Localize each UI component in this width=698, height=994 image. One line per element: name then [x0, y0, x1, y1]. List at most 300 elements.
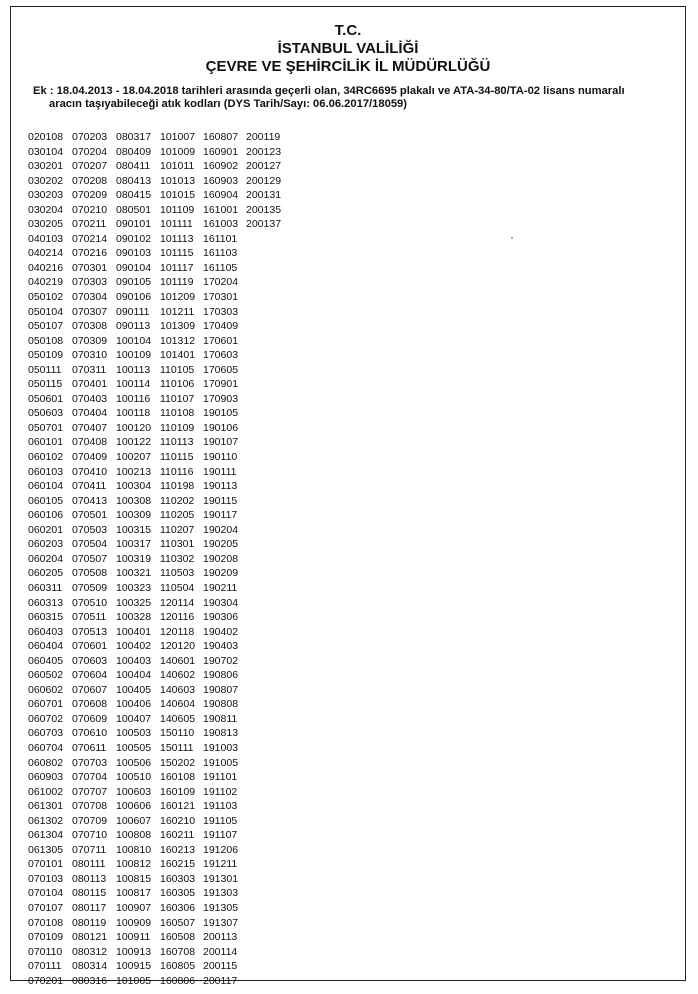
waste-code: 070504 [72, 538, 108, 551]
waste-code: 100308 [116, 494, 152, 507]
waste-code: 080113 [72, 872, 107, 885]
waste-code: 110202 [160, 494, 195, 507]
waste-code: 050104 [28, 305, 64, 318]
waste-code: 191005 [203, 756, 239, 769]
waste-code: 100603 [116, 785, 152, 798]
document-header [11, 7, 685, 76]
waste-code: 200119 [246, 131, 281, 143]
waste-code: 100315 [116, 523, 152, 536]
waste-code: 060802 [28, 756, 64, 769]
waste-code: 190811 [203, 712, 238, 725]
waste-code: 070709 [72, 814, 108, 827]
waste-code: 061002 [28, 785, 64, 798]
waste-code: 080409 [116, 145, 152, 158]
waste-code: 070503 [72, 523, 108, 536]
waste-code: 101211 [160, 305, 195, 318]
waste-code: 190306 [203, 611, 239, 624]
header-governorship: İSTANBUL VALİLİĞİ [277, 40, 419, 57]
waste-code: 140602 [160, 669, 196, 682]
waste-code: 161105 [203, 261, 238, 274]
waste-code: 200115 [203, 960, 238, 973]
waste-code: 030201 [28, 160, 64, 173]
waste-code: 120118 [160, 625, 195, 638]
waste-code: 070403 [72, 392, 108, 405]
waste-code: 050107 [28, 320, 64, 333]
waste-code: 060502 [28, 669, 64, 682]
waste-code: 070108 [28, 916, 64, 929]
waste-code: 070610 [72, 727, 108, 740]
waste-code: 110198 [160, 480, 195, 493]
waste-code: 100503 [116, 727, 152, 740]
waste-code: 140603 [160, 683, 196, 696]
waste-code: 070401 [72, 378, 108, 391]
waste-code: 100907 [116, 901, 152, 914]
waste-code: 100913 [116, 945, 152, 958]
waste-code: 160507 [160, 916, 196, 929]
waste-code: 190110 [203, 451, 238, 464]
waste-code: 050108 [28, 334, 64, 347]
waste-code: 080316 [72, 974, 108, 987]
waste-code: 100407 [116, 712, 152, 725]
waste-code: 110105 [160, 363, 195, 376]
waste-code: 070101 [28, 858, 64, 871]
waste-code: 070216 [72, 247, 108, 260]
waste-code: 191303 [203, 887, 239, 900]
waste-code: 100122 [116, 436, 152, 449]
waste-code: 061305 [28, 843, 64, 856]
waste-code: 110113 [160, 436, 194, 449]
waste-code: 101111 [160, 218, 193, 231]
waste-code: 060404 [28, 640, 64, 653]
waste-code: 200114 [203, 945, 238, 958]
waste-code: 190205 [203, 538, 239, 551]
waste-code: 070404 [72, 407, 108, 420]
waste-code: 080415 [116, 189, 152, 202]
waste-code: 101005 [116, 974, 152, 987]
waste-code: 100810 [116, 843, 152, 856]
waste-code: 110504 [160, 581, 195, 594]
waste-code: 160901 [203, 145, 239, 158]
waste-code: 060315 [28, 611, 64, 624]
waste-code: 070708 [72, 800, 108, 813]
waste-code: 100104 [116, 334, 152, 347]
waste-code: 110503 [160, 567, 195, 580]
waste-code: 080115 [72, 887, 107, 900]
waste-code: 030202 [28, 174, 64, 187]
waste-code: 100808 [116, 829, 152, 842]
waste-code: 080317 [116, 131, 152, 143]
waste-code: 160807 [203, 131, 239, 143]
waste-code: 090111 [116, 305, 150, 318]
waste-code: 090103 [116, 247, 152, 260]
waste-code: 200129 [246, 174, 282, 187]
waste-code: 060311 [28, 581, 63, 594]
waste-code: 170603 [203, 349, 239, 362]
waste-code: 050109 [28, 349, 64, 362]
waste-code: 090106 [116, 291, 152, 304]
waste-code: 070111 [28, 960, 62, 973]
waste-code: 191105 [203, 814, 238, 827]
waste-code: 190403 [203, 640, 239, 653]
waste-code: 110205 [160, 509, 195, 522]
waste-code: 070608 [72, 698, 108, 711]
waste-code: 160805 [160, 960, 196, 973]
waste-code: 050701 [28, 421, 64, 434]
waste-code: 070303 [72, 276, 108, 289]
waste-code: 101009 [160, 145, 196, 158]
waste-code: 070210 [72, 203, 108, 216]
waste-code: 101115 [160, 247, 194, 260]
waste-code: 070607 [72, 683, 108, 696]
waste-code: 060701 [28, 698, 64, 711]
waste-code: 080119 [72, 916, 107, 929]
intro-text [33, 85, 678, 110]
waste-code: 070704 [72, 771, 108, 784]
waste-code: 070201 [28, 974, 64, 987]
waste-code: 200113 [203, 931, 238, 944]
waste-code: 160213 [160, 843, 196, 856]
waste-code: 190813 [203, 727, 239, 740]
waste-code: 061304 [28, 829, 64, 842]
waste-code: 100328 [116, 611, 152, 624]
waste-code: 190208 [203, 552, 239, 565]
waste-code: 070710 [72, 829, 108, 842]
waste-code: 070207 [72, 160, 108, 173]
waste-code: 060403 [28, 625, 64, 638]
waste-code: 160211 [160, 829, 195, 842]
waste-code: 070508 [72, 567, 108, 580]
waste-code: 120114 [160, 596, 195, 609]
waste-code: 140604 [160, 698, 196, 711]
waste-code: 100325 [116, 596, 152, 609]
waste-code: 060704 [28, 741, 64, 754]
waste-code: 060106 [28, 509, 64, 522]
waste-code: 100321 [116, 567, 152, 580]
waste-code: 080411 [116, 160, 151, 173]
waste-code: 060702 [28, 712, 64, 725]
waste-code: 070604 [72, 669, 108, 682]
waste-code: 100402 [116, 640, 152, 653]
waste-code: 090105 [116, 276, 152, 289]
waste-code: 160108 [160, 771, 196, 784]
waste-code: 070510 [72, 596, 108, 609]
waste-code: 100505 [116, 741, 152, 754]
waste-code: 070609 [72, 712, 108, 725]
waste-code: 161101 [203, 232, 238, 245]
waste-code: 160121 [160, 800, 196, 813]
waste-code: 190107 [203, 436, 239, 449]
waste-code: 100113 [116, 363, 151, 376]
waste-code: 100817 [116, 887, 152, 900]
waste-code: 080121 [72, 931, 108, 944]
waste-code: 100309 [116, 509, 152, 522]
waste-code: 191103 [203, 800, 238, 813]
waste-code: 070301 [72, 261, 108, 274]
waste-code: 070107 [28, 901, 64, 914]
waste-code: 160305 [160, 887, 196, 900]
waste-code: 060101 [28, 436, 64, 449]
waste-code: 160806 [160, 974, 196, 987]
waste-code: 070203 [72, 131, 108, 143]
waste-code: 160708 [160, 945, 196, 958]
waste-code: 101013 [160, 174, 196, 187]
waste-code: 100109 [116, 349, 152, 362]
waste-code: 070109 [28, 931, 64, 944]
waste-code: 190105 [203, 407, 239, 420]
waste-code: 160215 [160, 858, 196, 871]
waste-code: 190808 [203, 698, 239, 711]
waste-code: 100118 [116, 407, 151, 420]
waste-code: 170409 [203, 320, 239, 333]
waste-code: 060103 [28, 465, 64, 478]
waste-code: 070208 [72, 174, 108, 187]
waste-code: 040216 [28, 261, 64, 274]
waste-code: 061302 [28, 814, 64, 827]
waste-code: 100911 [116, 931, 151, 944]
waste-code: 060102 [28, 451, 64, 464]
waste-code: 070601 [72, 640, 108, 653]
waste-code: 070310 [72, 349, 108, 362]
waste-code: 100405 [116, 683, 152, 696]
waste-code: 100319 [116, 552, 152, 565]
waste-code: 140601 [160, 654, 196, 667]
waste-code: 060205 [28, 567, 64, 580]
waste-code: 030204 [28, 203, 64, 216]
waste-code: 100403 [116, 654, 152, 667]
waste-code: 191206 [203, 843, 239, 856]
code-column [203, 130, 246, 988]
waste-code: 170901 [203, 378, 239, 391]
waste-code: 160303 [160, 872, 196, 885]
waste-code: 101312 [160, 334, 196, 347]
waste-code: 070409 [72, 451, 108, 464]
intro-line-1: Ek : 18.04.2013 - 18.04.2018 tarihleri arasında geçerli olan, 34RC6695 plakalı ve ATA-34-80/TA-02 lisans numaralı [33, 85, 625, 97]
waste-code: 160904 [203, 189, 239, 202]
waste-code: 191107 [203, 829, 238, 842]
waste-code: 101209 [160, 291, 196, 304]
waste-code: 070507 [72, 552, 108, 565]
waste-code: 161003 [203, 218, 239, 231]
waste-code: 070511 [72, 611, 107, 624]
waste-code: 050601 [28, 392, 64, 405]
waste-code: 191211 [203, 858, 238, 871]
waste-code: 160306 [160, 901, 196, 914]
waste-code: 070104 [28, 887, 64, 900]
waste-code: 190209 [203, 567, 239, 580]
waste-code: 050115 [28, 378, 63, 391]
waste-code: 190117 [203, 509, 238, 522]
waste-code: 101309 [160, 320, 196, 333]
waste-code: 040103 [28, 232, 64, 245]
waste-code: 090104 [116, 261, 152, 274]
waste-code: 101011 [160, 160, 195, 173]
waste-code: 190115 [203, 494, 238, 507]
waste-code: 150202 [160, 756, 196, 769]
waste-code: 100915 [116, 960, 152, 973]
waste-code: 190211 [203, 581, 238, 594]
waste-code: 100406 [116, 698, 152, 711]
waste-code: 190304 [203, 596, 239, 609]
waste-code: 101113 [160, 232, 194, 245]
waste-code: 190402 [203, 625, 239, 638]
waste-code: 190807 [203, 683, 239, 696]
waste-code: 170601 [203, 334, 239, 347]
waste-code: 040219 [28, 276, 64, 289]
waste-code: 110302 [160, 552, 195, 565]
waste-code: 160902 [203, 160, 239, 173]
waste-code: 190106 [203, 421, 239, 434]
waste-code: 070711 [72, 843, 107, 856]
waste-code: 110301 [160, 538, 195, 551]
waste-code: 060903 [28, 771, 64, 784]
waste-code: 200137 [246, 218, 282, 231]
waste-code: 161001 [203, 203, 239, 216]
waste-code: 020108 [28, 131, 64, 143]
waste-code: 110108 [160, 407, 195, 420]
waste-code: 120116 [160, 611, 195, 624]
waste-code: 161103 [203, 247, 238, 260]
waste-code: 070407 [72, 421, 108, 434]
waste-code-table [28, 130, 290, 988]
waste-code: 070413 [72, 494, 108, 507]
waste-code: 101015 [160, 189, 196, 202]
waste-code: 110116 [160, 465, 194, 478]
waste-code: 191307 [203, 916, 239, 929]
waste-code: 100304 [116, 480, 152, 493]
waste-code: 070513 [72, 625, 108, 638]
waste-code: 050102 [28, 291, 64, 304]
waste-code: 170303 [203, 305, 239, 318]
waste-code: 191305 [203, 901, 239, 914]
waste-code: 090113 [116, 320, 151, 333]
waste-code: 070603 [72, 654, 108, 667]
waste-code: 160508 [160, 931, 196, 944]
waste-code: 190204 [203, 523, 239, 536]
waste-code: 080314 [72, 960, 108, 973]
document-page [10, 6, 686, 987]
waste-code: 060703 [28, 727, 64, 740]
code-column [28, 130, 72, 988]
waste-code: 160210 [160, 814, 196, 827]
waste-code: 080501 [116, 203, 152, 216]
waste-code: 070209 [72, 189, 108, 202]
waste-code: 080117 [72, 901, 107, 914]
waste-code: 200123 [246, 145, 282, 158]
waste-code: 100815 [116, 872, 152, 885]
waste-code: 050603 [28, 407, 64, 420]
waste-code: 150111 [160, 741, 194, 754]
waste-code: 070411 [72, 480, 107, 493]
waste-code: 170903 [203, 392, 239, 405]
waste-code: 200117 [203, 974, 238, 987]
waste-code: 100812 [116, 858, 152, 871]
header-directorate: ÇEVRE VE ŞEHİRCİLİK İL MÜDÜRLÜĞÜ [205, 58, 491, 75]
waste-code: 070703 [72, 756, 108, 769]
waste-code: 101119 [160, 276, 194, 289]
waste-code: 070214 [72, 232, 108, 245]
waste-code: 060204 [28, 552, 64, 565]
waste-code: 100114 [116, 378, 151, 391]
waste-code: 070308 [72, 320, 108, 333]
code-column [116, 130, 160, 988]
waste-code: 101401 [160, 349, 196, 362]
waste-code: 110207 [160, 523, 195, 536]
waste-code: 110107 [160, 392, 195, 405]
waste-code: 190111 [203, 465, 237, 478]
waste-code: 160903 [203, 174, 239, 187]
waste-code: 100909 [116, 916, 152, 929]
waste-code: 100207 [116, 451, 152, 464]
waste-code: 191003 [203, 741, 239, 754]
waste-code: 200135 [246, 203, 282, 216]
waste-code: 090101 [116, 218, 152, 231]
waste-code: 110106 [160, 378, 195, 391]
waste-code: 190113 [203, 480, 238, 493]
waste-code: 101007 [160, 131, 196, 143]
waste-code: 100606 [116, 800, 152, 813]
waste-code: 060602 [28, 683, 64, 696]
code-column [72, 130, 116, 988]
waste-code: 060201 [28, 523, 64, 536]
waste-code: 110115 [160, 451, 194, 464]
waste-code: 200127 [246, 160, 282, 173]
waste-code: 120120 [160, 640, 196, 653]
waste-code: 190806 [203, 669, 239, 682]
waste-code: 070309 [72, 334, 108, 347]
waste-code: 100213 [116, 465, 152, 478]
waste-code: 100506 [116, 756, 152, 769]
intro-line-2: aracın taşıyabileceği atık kodları (DYS Tarih/Sayı: 06.06.2017/18059) [49, 97, 407, 110]
waste-code: 070204 [72, 145, 108, 158]
waste-code: 170301 [203, 291, 239, 304]
waste-code: 070103 [28, 872, 64, 885]
code-column [246, 130, 290, 988]
waste-code: 150110 [160, 727, 195, 740]
waste-code: 070307 [72, 305, 108, 318]
waste-code: 070408 [72, 436, 108, 449]
waste-code: 070410 [72, 465, 108, 478]
waste-code: 040214 [28, 247, 64, 260]
waste-code: 070304 [72, 291, 108, 304]
scan-speck [511, 237, 513, 239]
waste-code: 100120 [116, 421, 152, 434]
waste-code: 070611 [72, 741, 107, 754]
waste-code: 100323 [116, 581, 152, 594]
waste-code: 080312 [72, 945, 108, 958]
waste-code: 070501 [72, 509, 108, 522]
waste-code: 170204 [203, 276, 239, 289]
waste-code: 070211 [72, 218, 107, 231]
waste-code: 060203 [28, 538, 64, 551]
waste-code: 200131 [246, 189, 282, 202]
waste-code: 100317 [116, 538, 152, 551]
waste-code: 191102 [203, 785, 238, 798]
waste-code: 100404 [116, 669, 152, 682]
waste-code: 100116 [116, 392, 151, 405]
header-tc: T.C. [334, 22, 362, 39]
waste-code: 070707 [72, 785, 108, 798]
waste-code: 101117 [160, 261, 194, 274]
waste-code: 090102 [116, 232, 152, 245]
waste-code: 060105 [28, 494, 64, 507]
waste-code: 110109 [160, 421, 195, 434]
waste-code: 100510 [116, 771, 152, 784]
waste-code: 170605 [203, 363, 239, 376]
waste-code: 080413 [116, 174, 152, 187]
waste-code: 100607 [116, 814, 152, 827]
waste-code: 030205 [28, 218, 64, 231]
waste-code: 100401 [116, 625, 152, 638]
